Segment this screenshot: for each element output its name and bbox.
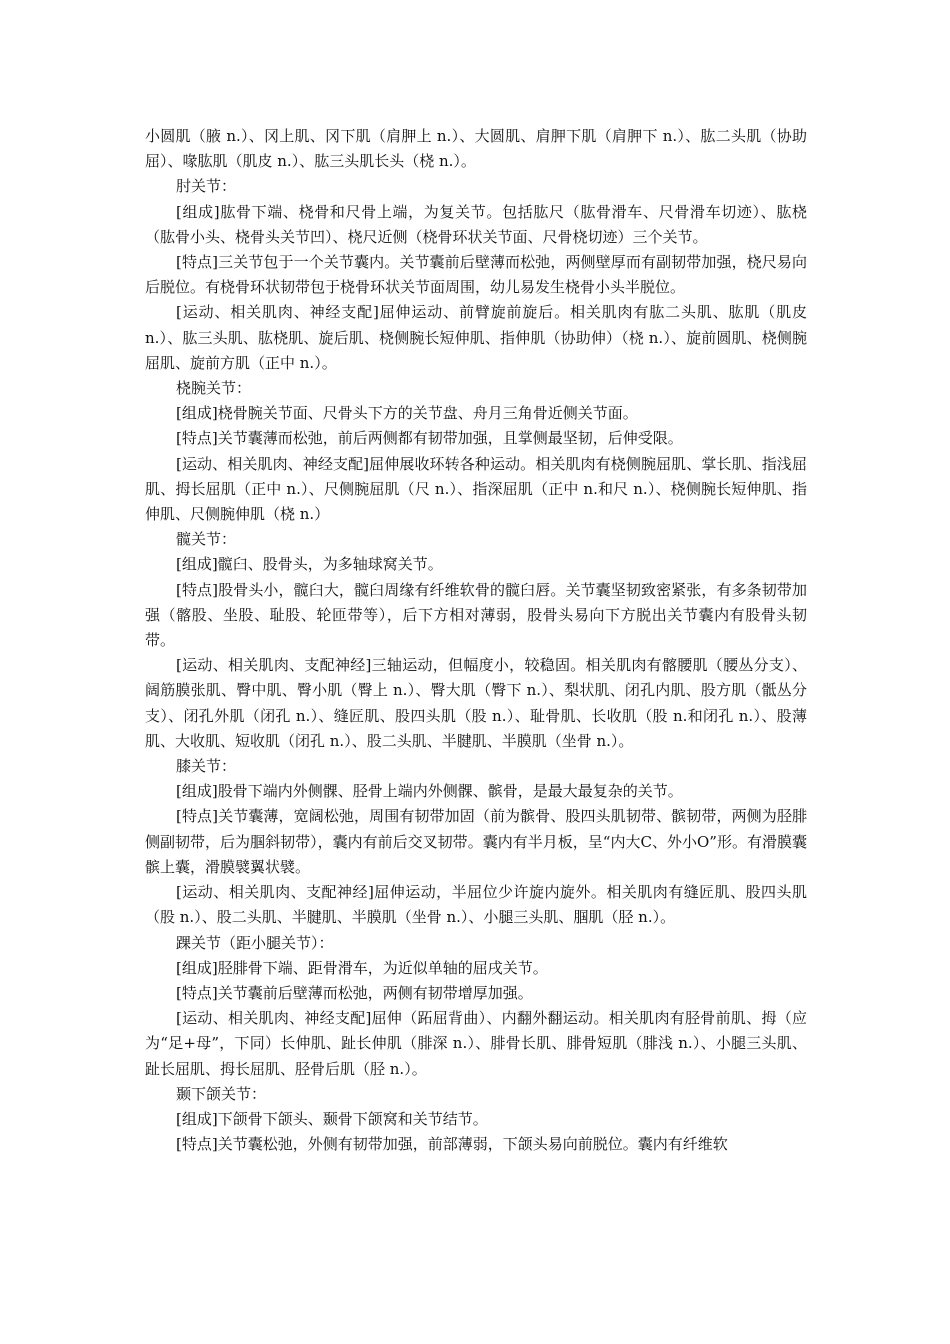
heading-temporomandibular-joint: 颞下颌关节： xyxy=(176,1084,267,1103)
paragraph-elbow-composition: [组成]肱骨下端、桡骨和尺骨上端，为复关节。包括肱尺（肱骨滑车、尺骨滑车切迹）、肱桡（肱骨小头、桡骨头关节凹）、桡尺近侧（桡骨环状关节面、尺骨桡切迹）三个关节。 xyxy=(145,202,807,246)
heading-elbow-joint: 肘关节： xyxy=(176,177,237,196)
paragraph-wrist-composition: [组成]桡骨腕关节面、尺骨头下方的关节盘、舟月三角骨近侧关节面。 xyxy=(176,404,638,423)
paragraph-wrist-movement: [运动、相关肌肉、神经支配]屈伸展收环转各种运动。相关肌肉有桡侧腕屈肌、掌长肌、指浅屈肌、拇长屈肌（正中 n.）、尺侧腕屈肌（尺 n.）、指深屈肌（正中 n.和尺 n.）、桡侧腕长短伸肌、指伸肌、尺侧腕伸肌（桡 n.） xyxy=(145,454,807,524)
paragraph-tmj-composition: [组成]下颌骨下颌头、颞骨下颌窝和关节结节。 xyxy=(176,1109,488,1128)
paragraph-knee-movement: [运动、相关肌肉、支配神经]屈伸运动，半屈位少许旋内旋外。相关肌肉有缝匠肌、股四头肌（股 n.）、股二头肌、半腱肌、半膜肌（坐骨 n.）、小腿三头肌、腘肌（胫 n.）。 xyxy=(145,883,807,927)
heading-ankle-joint: 踝关节（距小腿关节）： xyxy=(176,933,334,952)
paragraph-wrist-features: [特点]关节囊薄而松弛，前后两侧都有韧带加强，且掌侧最坚韧，后伸受限。 xyxy=(176,429,683,448)
paragraph-tmj-features: [特点]关节囊松弛，外侧有韧带加强，前部薄弱，下颌头易向前脱位。囊内有纤维软 xyxy=(176,1135,728,1154)
paragraph-ankle-composition: [组成]胫腓骨下端、距骨滑车，为近似单轴的屈戌关节。 xyxy=(176,958,548,977)
paragraph-ankle-features: [特点]关节囊前后壁薄而松弛，两侧有韧带增厚加强。 xyxy=(176,983,533,1002)
paragraph-elbow-features: [特点]三关节包于一个关节囊内。关节囊前后壁薄而松弛，两侧壁厚而有副韧带加强，桡尺易向后脱位。有桡骨环状韧带包于桡骨环状关节面周围，幼儿易发生桡骨小头半脱位。 xyxy=(145,253,807,297)
heading-hip-joint: 髋关节： xyxy=(176,530,237,549)
paragraph-hip-movement: [运动、相关肌肉、支配神经]三轴运动，但幅度小，较稳固。相关肌肉有髂腰肌（腰丛分支）、阔筋膜张肌、臀中肌、臀小肌（臀上 n.）、臀大肌（臀下 n.）、梨状肌、闭孔内肌、股方肌（骶丛分支）、闭孔外肌（闭孔 n.）、缝匠肌、股四头肌（股 n.）、耻骨肌、长收肌（股 n.和闭孔 n.）、股薄肌、大收肌、短收肌（闭孔 n.）、股二头肌、半腱肌、半膜肌（坐骨 n.）。 xyxy=(145,656,807,750)
paragraph-elbow-movement: [运动、相关肌肉、神经支配]屈伸运动、前臂旋前旋后。相关肌肉有肱二头肌、肱肌（肌皮 n.）、肱三头肌、肱桡肌、旋后肌、桡侧腕长短伸肌、指伸肌（协助伸）（桡 n.）、旋前圆肌、桡侧腕屈肌、旋前方肌（正中 n.）。 xyxy=(145,303,807,372)
paragraph-knee-composition: [组成]股骨下端内外侧髁、胫骨上端内外侧髁、髌骨，是最大最复杂的关节。 xyxy=(176,782,683,801)
paragraph-knee-features: [特点]关节囊薄，宽阔松弛，周围有韧带加固（前为髌骨、股四头肌韧带、髌韧带，两侧为胫腓侧副韧带，后为腘斜韧带），囊内有前后交叉韧带。囊内有半月板，呈“内大C、外小O”形。有滑膜囊髌上囊，滑膜襞翼状襞。 xyxy=(145,807,807,876)
paragraph-hip-composition: [组成]髋臼、股骨头，为多轴球窝关节。 xyxy=(176,555,443,574)
document-page xyxy=(145,124,807,1157)
heading-knee-joint: 膝关节： xyxy=(176,757,237,776)
paragraph-hip-features: [特点]股骨头小，髋臼大，髋臼周缘有纤维软骨的髋臼唇。关节囊坚韧致密紧张，有多条韧带加强（髂股、坐股、耻股、轮匝带等），后下方相对薄弱，股骨头易向下方脱出关节囊内有股骨头韧带。 xyxy=(145,580,807,650)
paragraph-shoulder-muscles: 小圆肌（腋 n.）、冈上肌、冈下肌（肩胛上 n.）、大圆肌、肩胛下肌（肩胛下 n.）、肱二头肌（协助屈）、喙肱肌（肌皮 n.）、肱三头肌长头（桡 n.）。 xyxy=(145,127,807,171)
paragraph-ankle-movement: [运动、相关肌肉、神经支配]屈伸（跖屈背曲）、内翻外翻运动。相关肌肉有胫骨前肌、拇（应为“足+母”，下同）长伸肌、趾长伸肌（腓深 n.）、腓骨长肌、腓骨短肌（腓浅 n.）、小腿三头肌、趾长屈肌、拇长屈肌、胫骨后肌（胫 n.）。 xyxy=(145,1009,807,1078)
heading-wrist-joint: 桡腕关节： xyxy=(176,379,252,398)
